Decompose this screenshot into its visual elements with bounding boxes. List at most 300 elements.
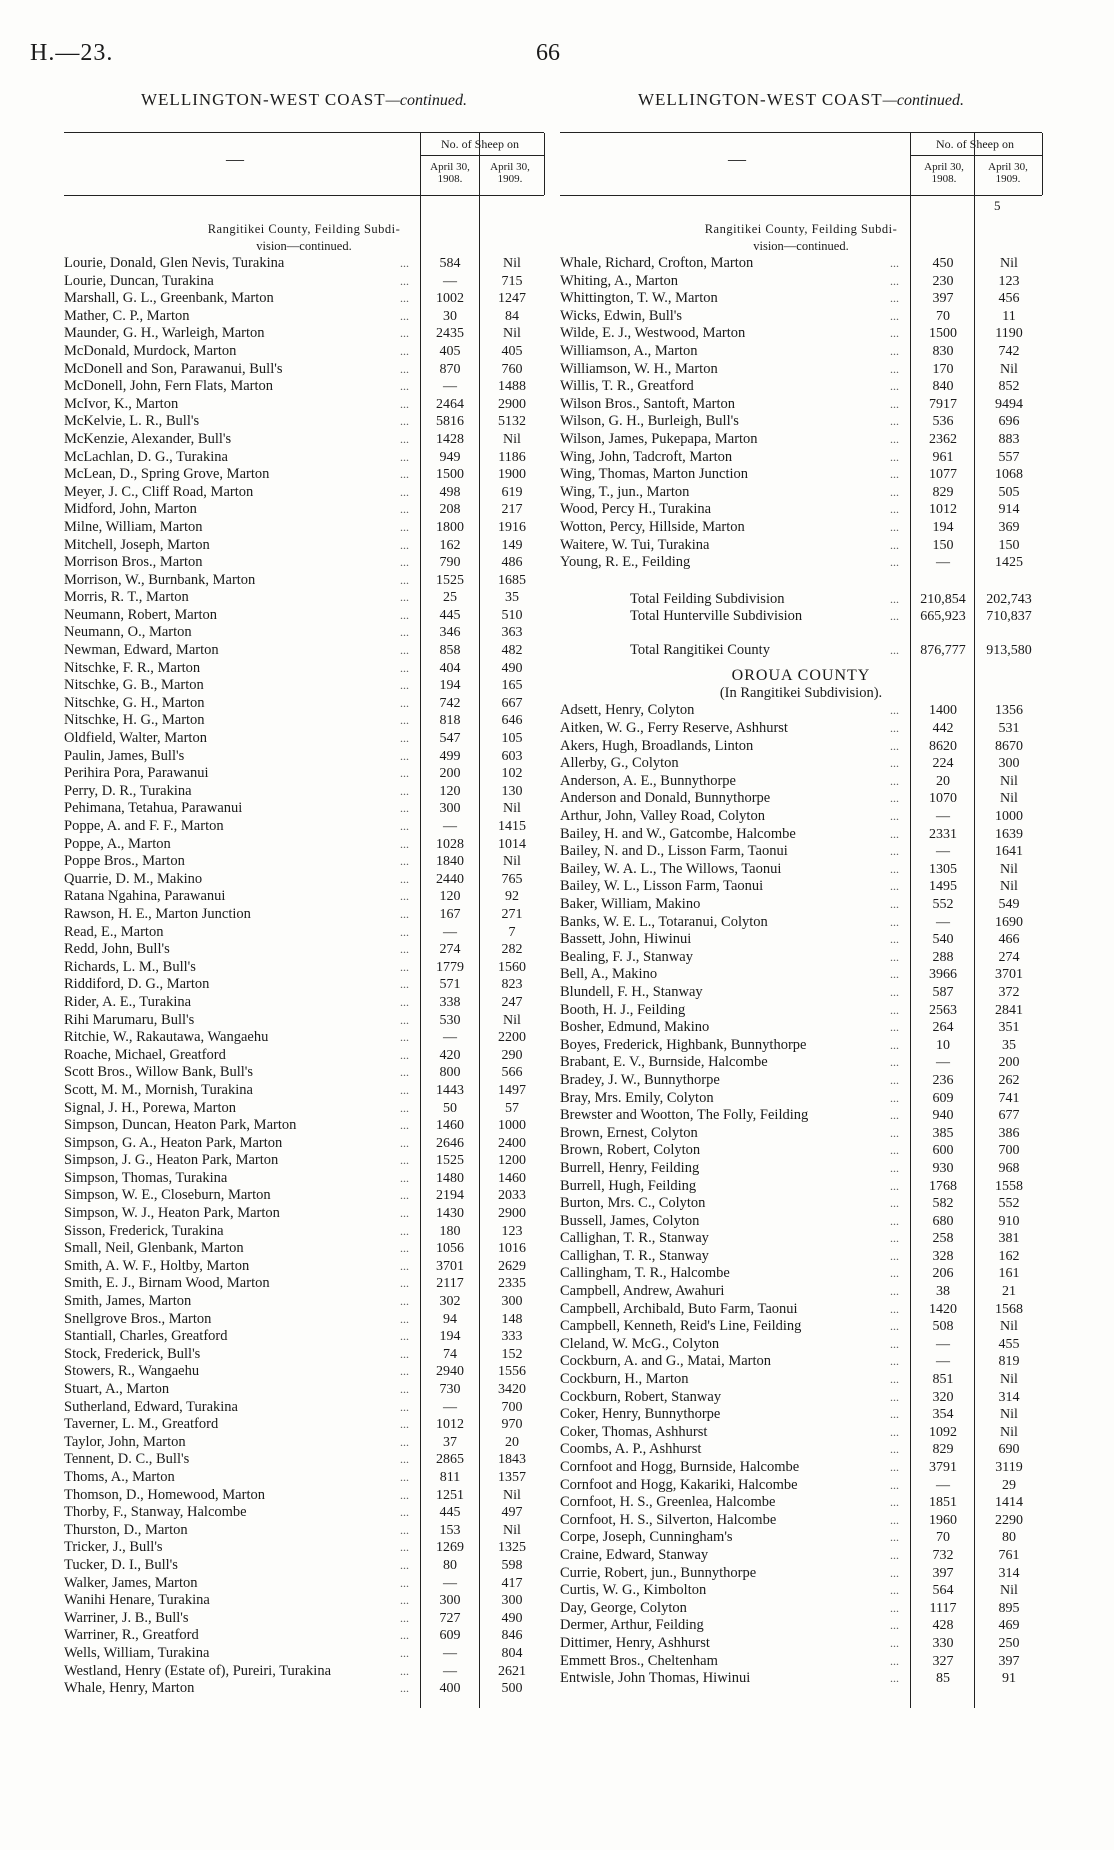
sheep-count-1909: 1690	[995, 914, 1023, 930]
sheep-count-1908: 840	[932, 379, 954, 395]
sheep-count-1909: 397	[998, 1653, 1020, 1669]
leader-dots: ...	[400, 1153, 409, 1168]
table-row	[64, 1029, 544, 1047]
table-row	[560, 1582, 1042, 1600]
sheep-count-1909: 165	[501, 678, 523, 694]
sheep-count-1908: 1070	[929, 791, 957, 807]
sheep-count-1909: Nil	[1000, 1407, 1018, 1423]
sheep-count-1908: 30	[443, 308, 457, 324]
owner-name: Rihi Marumaru, Bull's	[64, 1011, 195, 1028]
table-row	[560, 1529, 1042, 1547]
leader-dots: ...	[400, 1487, 409, 1502]
sheep-count-1908: —	[443, 1645, 457, 1661]
table-row	[560, 773, 1042, 791]
sheep-count-1908: 552	[932, 897, 954, 912]
leader-dots: ...	[890, 738, 899, 753]
leader-dots: ...	[890, 844, 899, 859]
sheep-count-1909: 5132	[498, 414, 526, 430]
sheep-count-1908: 404	[439, 660, 461, 676]
table-row	[64, 1487, 544, 1505]
leader-dots: ...	[890, 1143, 899, 1158]
sheep-count-1909: 1558	[995, 1178, 1023, 1194]
leader-dots: ...	[400, 819, 409, 833]
leader-dots: ...	[890, 897, 899, 911]
sheep-count-1908: —	[443, 1399, 457, 1415]
owner-name: Cleland, W. McG., Colyton	[560, 1335, 720, 1352]
table-row	[560, 1178, 1042, 1196]
table-row	[64, 1240, 544, 1258]
sheep-count-1909: 1186	[498, 449, 526, 465]
sheep-count-1909: 3420	[498, 1382, 526, 1397]
sheep-count-1909: 760	[501, 361, 523, 377]
sheep-count-1908: 829	[932, 484, 954, 500]
leader-dots: ...	[890, 642, 899, 657]
sheep-count-1909: 2900	[498, 1206, 526, 1222]
sheep-count-1908: 346	[439, 625, 461, 641]
table-row	[64, 783, 544, 801]
sheep-count-1909: Nil	[1000, 1319, 1018, 1335]
leader-dots: ...	[890, 1090, 899, 1105]
sheep-count-1909: Nil	[1000, 1424, 1018, 1440]
owner-name: Wilson Bros., Santoft, Marton	[560, 395, 736, 412]
sheep-count-1908: 858	[439, 643, 461, 659]
owner-name: Whale, Richard, Crofton, Marton	[560, 255, 754, 271]
right-column-title: WELLINGTON-WEST COAST—continued.	[638, 90, 964, 109]
table-row	[64, 378, 544, 396]
sheep-count-1909: 105	[501, 731, 523, 747]
sheep-count-1908: 327	[932, 1653, 954, 1669]
leader-dots: ...	[400, 590, 409, 605]
sheep-count-1908: 2435	[436, 326, 464, 342]
sheep-count-1908: 170	[932, 361, 954, 377]
sheep-count-1909: 102	[501, 766, 523, 782]
leader-dots: ...	[890, 879, 899, 894]
sheep-count-1909: 1560	[498, 959, 526, 975]
owner-name: Redd, John, Bull's	[64, 941, 170, 958]
owner-name: Simpson, W. E., Closeburn, Marton	[64, 1187, 271, 1204]
leader-dots: ...	[400, 361, 409, 376]
owner-name: Mather, C. P., Marton	[64, 307, 190, 324]
sheep-count-1909: 1068	[995, 467, 1023, 483]
sheep-count-1908: —	[443, 924, 457, 940]
leader-dots: ...	[890, 396, 899, 411]
table-row	[560, 519, 1042, 537]
sheep-count-1908: 2440	[436, 871, 464, 887]
sheep-count-1908: 587	[932, 984, 954, 1000]
table-row	[64, 325, 544, 343]
leader-dots: ...	[400, 1663, 409, 1678]
table-row	[64, 1645, 544, 1663]
table-row	[560, 1107, 1042, 1125]
table-row	[560, 1670, 1042, 1688]
table-row	[64, 836, 544, 854]
table-row	[560, 431, 1042, 449]
table-row	[560, 1054, 1042, 1072]
owner-name: Perry, D. R., Turakina	[64, 782, 192, 799]
leader-dots: ...	[890, 1600, 899, 1615]
spacer	[560, 572, 1042, 591]
leader-dots: ...	[890, 1266, 899, 1281]
leader-dots: ...	[890, 502, 899, 517]
sheep-count-1908: 547	[439, 731, 461, 747]
owner-name: Neumann, Robert, Marton	[64, 606, 218, 623]
sheep-count-1908: 790	[439, 555, 461, 571]
owner-name: Ratana Ngahina, Parawanui	[64, 888, 226, 905]
sheep-count-1909: 3119	[995, 1460, 1023, 1475]
leader-dots: ...	[890, 1020, 899, 1035]
leader-dots: ...	[890, 932, 899, 947]
sheep-count-1908: 1251	[436, 1487, 464, 1503]
table-row	[560, 1406, 1042, 1424]
owner-name: McDonell and Son, Parawanui, Bull's	[64, 360, 283, 377]
owner-name: Westland, Henry (Estate of), Pureiri, Turakina	[64, 1662, 332, 1679]
table-row	[560, 949, 1042, 967]
total-row	[560, 591, 1042, 609]
sheep-count-1909: 1685	[498, 572, 526, 588]
sheep-count-1908: 680	[932, 1213, 954, 1229]
sheep-count-1908: 1428	[436, 431, 464, 447]
owner-name: Williamson, W. H., Marton	[560, 360, 718, 377]
table-row	[560, 1565, 1042, 1583]
sheep-count-1909: 1357	[498, 1469, 526, 1485]
owner-name: Simpson, W. J., Heaton Park, Marton	[64, 1205, 280, 1222]
table-row	[560, 878, 1042, 896]
total-label: Total Hunterville Subdivision	[630, 608, 803, 625]
owner-name: Allerby, G., Colyton	[560, 755, 679, 772]
sheep-count-1908: 320	[932, 1389, 954, 1405]
corner-mark: 5	[994, 198, 1001, 213]
leader-dots: ...	[890, 791, 899, 806]
sheep-count-1908: 354	[932, 1407, 954, 1423]
sheep-count-1909: 29	[1002, 1477, 1016, 1493]
table-row	[64, 501, 544, 519]
owner-name: Morris, R. T., Marton	[64, 589, 189, 606]
table-row	[64, 1187, 544, 1205]
sheep-count-1908: 85	[936, 1671, 950, 1687]
leader-dots: ...	[400, 537, 409, 552]
leader-dots: ...	[400, 1100, 409, 1115]
left-table-header	[64, 133, 544, 196]
sheep-count-1908: 194	[932, 519, 954, 535]
owner-name: Boyes, Frederick, Highbank, Bunnythorpe	[560, 1036, 807, 1053]
sheep-count-1908: 961	[932, 449, 954, 465]
owner-name: Bailey, N. and D., Lisson Farm, Taonui	[560, 843, 788, 860]
sheep-count-1908: 1500	[436, 467, 464, 483]
table-row	[560, 1283, 1042, 1301]
table-row	[64, 343, 544, 361]
sheep-count-1908: 870	[439, 361, 461, 377]
table-row	[64, 853, 544, 871]
sheep-count-1908: 1305	[929, 861, 957, 877]
owner-name: Wicks, Edwin, Bull's	[560, 307, 683, 324]
owner-name: Anderson, A. E., Bunnythorpe	[560, 772, 736, 789]
sheep-count-1909: 3701	[995, 967, 1023, 983]
table-row	[560, 1019, 1042, 1037]
sheep-count-1908: 811	[439, 1469, 461, 1485]
sheep-count-1908: 1012	[929, 502, 957, 518]
owner-name: Banks, W. E. L., Totaranui, Colyton	[560, 913, 768, 930]
leader-dots: ...	[400, 1593, 409, 1608]
sheep-count-1908: 80	[443, 1557, 457, 1573]
leader-dots: ...	[400, 1065, 409, 1080]
sheep-count-1908: 3701	[436, 1258, 464, 1274]
sheep-count-1908: 3966	[929, 967, 957, 983]
leader-dots: ...	[400, 942, 409, 957]
table-row	[560, 1213, 1042, 1231]
leader-dots: ...	[890, 484, 899, 499]
table-row	[560, 378, 1042, 396]
sheep-count-1909: 667	[501, 695, 523, 711]
leader-dots: ...	[890, 1055, 899, 1070]
leader-dots: ...	[890, 1301, 899, 1316]
leader-dots: ...	[400, 256, 409, 270]
sheep-count-1909: 149	[501, 537, 523, 553]
leader-dots: ...	[400, 1382, 409, 1396]
leader-dots: ...	[890, 1389, 899, 1404]
table-row	[64, 1363, 544, 1381]
owner-name: Cockburn, Robert, Stanway	[560, 1388, 722, 1405]
leader-dots: ...	[890, 756, 899, 771]
owner-name: Currie, Robert, jun., Bunnythorpe	[560, 1564, 757, 1581]
table-row	[64, 537, 544, 555]
owner-name: Coker, Thomas, Ashhurst	[560, 1423, 708, 1440]
leader-dots: ...	[400, 1469, 409, 1484]
owner-name: Morrison Bros., Marton	[64, 554, 203, 571]
county-heading: OROUA COUNTY	[731, 667, 871, 685]
table-row	[64, 1012, 544, 1030]
sheep-count-1909: 2335	[498, 1276, 526, 1292]
sheep-count-1908: 732	[932, 1547, 954, 1563]
right-table-body	[560, 196, 1042, 1688]
table-row	[64, 1064, 544, 1082]
owner-name: Milne, William, Marton	[64, 518, 203, 535]
table-row	[64, 1275, 544, 1293]
sheep-count-1908: 120	[439, 783, 461, 799]
owner-name: Baker, William, Makino	[560, 896, 701, 912]
owner-name: Lourie, Donald, Glen Nevis, Turakina	[64, 255, 285, 271]
sheep-count-1909: 497	[501, 1505, 523, 1521]
sheep-count-1909: 1000	[995, 809, 1023, 825]
sheep-count-1909: Nil	[1000, 861, 1018, 877]
leader-dots: ...	[400, 1276, 409, 1291]
leader-dots: ...	[890, 1407, 899, 1422]
table-row	[64, 1258, 544, 1276]
sheep-count-1909: Nil	[1000, 361, 1018, 377]
owner-name: Curtis, W. G., Kimbolton	[560, 1582, 707, 1599]
sheep-count-1908: 70	[936, 1530, 950, 1546]
leader-dots: ...	[400, 1522, 409, 1537]
table-row	[560, 1318, 1042, 1336]
leader-dots: ...	[890, 1196, 899, 1211]
owner-name: Burrell, Hugh, Feilding	[560, 1177, 697, 1194]
table-row	[560, 501, 1042, 519]
leader-dots: ...	[400, 924, 409, 939]
owner-name: Campbell, Kenneth, Reid's Line, Feilding	[560, 1318, 802, 1335]
owner-name: Mitchell, Joseph, Marton	[64, 536, 210, 553]
table-row	[560, 1477, 1042, 1495]
sheep-count-1908: 194	[439, 678, 461, 694]
sheep-count-1908: —	[936, 555, 950, 571]
leader-dots: ...	[400, 1241, 409, 1256]
owner-name: Wilde, E. J., Westwood, Marton	[560, 325, 746, 342]
table-row	[64, 712, 544, 730]
owner-name: Poppe, A., Marton	[64, 835, 171, 852]
leader-dots: ...	[400, 731, 409, 746]
sheep-count-1908: 2117	[436, 1276, 464, 1292]
leader-dots: ...	[400, 1118, 409, 1133]
sheep-count-1909: 91	[1002, 1671, 1016, 1687]
owner-name: Nitschke, H. G., Marton	[64, 712, 205, 729]
sheep-count-1909: 217	[501, 502, 523, 518]
table-row	[64, 1205, 544, 1223]
leader-dots: ...	[400, 519, 409, 534]
table-row	[64, 1223, 544, 1241]
leader-dots: ...	[400, 695, 409, 710]
owner-name: Warriner, J. B., Bull's	[64, 1609, 189, 1626]
leader-dots: ...	[400, 1030, 409, 1045]
owner-name: Wood, Percy H., Turakina	[560, 501, 712, 518]
leader-dots: ...	[400, 959, 409, 974]
owner-name: Dittimer, Henry, Ashhurst	[560, 1634, 710, 1651]
sheep-count-1909: 761	[998, 1547, 1020, 1563]
owner-name: Rawson, H. E., Marton Junction	[64, 905, 251, 922]
sheep-count-1908: 442	[932, 721, 954, 737]
sheep-count-1908: 1056	[436, 1241, 464, 1257]
owner-name: Booth, H. J., Feilding	[560, 1001, 686, 1018]
leader-dots: ...	[400, 766, 409, 781]
table-row	[64, 1293, 544, 1311]
sheep-count-1909: 552	[998, 1196, 1020, 1212]
header-dash: —	[226, 149, 244, 169]
owner-name: Perihira Pora, Parawanui	[64, 765, 209, 782]
table-row	[560, 720, 1042, 738]
sheep-count-1908: —	[936, 1055, 950, 1071]
table-row	[64, 1381, 544, 1399]
leader-dots: ...	[400, 660, 409, 675]
leader-dots: ...	[890, 1512, 899, 1527]
section-heading: Rangitikei County, Feilding Subdi-	[704, 222, 898, 236]
sheep-count-1908: 1443	[436, 1082, 464, 1098]
sheep-count-1908: 450	[932, 256, 954, 271]
owner-name: Campbell, Archibald, Buto Farm, Taonui	[560, 1300, 798, 1317]
sheep-count-1908: 1779	[436, 959, 464, 975]
sheep-count-1909: 804	[501, 1645, 523, 1661]
table-row	[560, 1248, 1042, 1266]
sheep-count-1909: 57	[505, 1100, 519, 1116]
leader-dots: ...	[890, 773, 899, 788]
sheep-count-1908: —	[936, 1477, 950, 1493]
leader-dots: ...	[400, 431, 409, 446]
table-row	[560, 484, 1042, 502]
leader-dots: ...	[400, 1628, 409, 1643]
sheep-count-1909: 333	[501, 1329, 523, 1345]
owner-name: Quarrie, D. M., Makino	[64, 870, 203, 887]
leader-dots: ...	[890, 591, 899, 606]
sheep-count-1909: Nil	[1000, 773, 1018, 789]
owner-name: Willis, T. R., Greatford	[560, 378, 694, 395]
table-row	[64, 888, 544, 906]
total-label: Total Rangitikei County	[630, 641, 770, 658]
sheep-count-1909: 742	[998, 343, 1020, 359]
sheep-count-1908: 397	[932, 1565, 954, 1581]
sheep-count-1909: 314	[998, 1389, 1020, 1405]
owner-name: Adsett, Henry, Colyton	[560, 702, 695, 719]
table-row	[64, 818, 544, 836]
table-row	[560, 1125, 1042, 1143]
sheep-count-1909: 123	[501, 1223, 523, 1239]
table-row	[64, 1100, 544, 1118]
leader-dots: ...	[400, 801, 409, 816]
sheep-count-1909: 1356	[995, 703, 1023, 719]
owner-name: McLachlan, D. G., Turakina	[64, 448, 228, 465]
sheep-count-1908: 74	[443, 1346, 457, 1362]
table-row	[560, 325, 1042, 343]
sheep-count-1908: 800	[439, 1065, 461, 1081]
sheep-count-1909: Nil	[1000, 1583, 1018, 1599]
leader-dots: ...	[890, 914, 899, 929]
sheep-count-1908: 50	[443, 1100, 457, 1116]
leader-dots: ...	[400, 467, 409, 482]
table-row	[64, 748, 544, 766]
owner-name: McKenzie, Alexander, Bull's	[64, 430, 232, 447]
sheep-count-1908: 445	[439, 607, 461, 623]
sheep-count-1908: 1768	[929, 1178, 957, 1194]
leader-dots: ...	[400, 343, 409, 358]
sheep-count-1909: 1016	[498, 1241, 526, 1257]
owner-name: Cornfoot and Hogg, Kakariki, Halcombe	[560, 1476, 798, 1493]
sheep-count-1909: 505	[998, 484, 1020, 500]
date-1909-header: April 30, 1909.	[490, 161, 530, 185]
table-row	[560, 466, 1042, 484]
table-row	[64, 1399, 544, 1417]
sheep-count-1909: Nil	[1000, 256, 1018, 271]
sheep-count-1908: 508	[932, 1319, 954, 1335]
owner-name: Taverner, L. M., Greatford	[64, 1416, 219, 1433]
leader-dots: ...	[400, 748, 409, 763]
sheep-count-1908: 829	[932, 1442, 954, 1458]
table-row	[560, 1547, 1042, 1565]
sheep-count-1908: 609	[439, 1628, 461, 1644]
owner-name: Simpson, Thomas, Turakina	[64, 1169, 228, 1186]
owner-name: Dermer, Arthur, Feilding	[560, 1617, 704, 1634]
leader-dots: ...	[400, 1575, 409, 1590]
sheep-count-1909: 1843	[498, 1452, 526, 1468]
table-row	[560, 1160, 1042, 1178]
sheep-count-1908: 584	[439, 256, 461, 271]
total-label: Total Feilding Subdivision	[630, 590, 785, 607]
sheep-count-1909: 696	[998, 414, 1020, 430]
owner-name: Thomson, D., Homewood, Marton	[64, 1486, 265, 1503]
table-row	[560, 738, 1042, 756]
sheep-count-1909: 490	[501, 660, 523, 676]
sheep-count-1909: 510	[501, 607, 523, 623]
leader-dots: ...	[400, 1170, 409, 1185]
sheep-count-1908: 2464	[436, 396, 464, 412]
sheep-count-1908: 20	[936, 773, 950, 789]
owner-name: Sutherland, Edward, Turakina	[64, 1398, 238, 1415]
leader-dots: ...	[400, 1047, 409, 1062]
table-row	[64, 1346, 544, 1364]
owner-name: Roache, Michael, Greatford	[64, 1046, 226, 1063]
leader-dots: ...	[890, 467, 899, 482]
left-table-body	[64, 196, 544, 1698]
leader-dots: ...	[400, 643, 409, 658]
owner-name: Wilson, James, Pukepapa, Marton	[560, 430, 758, 447]
table-row	[560, 537, 1042, 555]
table-row	[64, 1557, 544, 1575]
leader-dots: ...	[890, 1671, 899, 1686]
sheep-count-1908: 830	[932, 343, 954, 359]
